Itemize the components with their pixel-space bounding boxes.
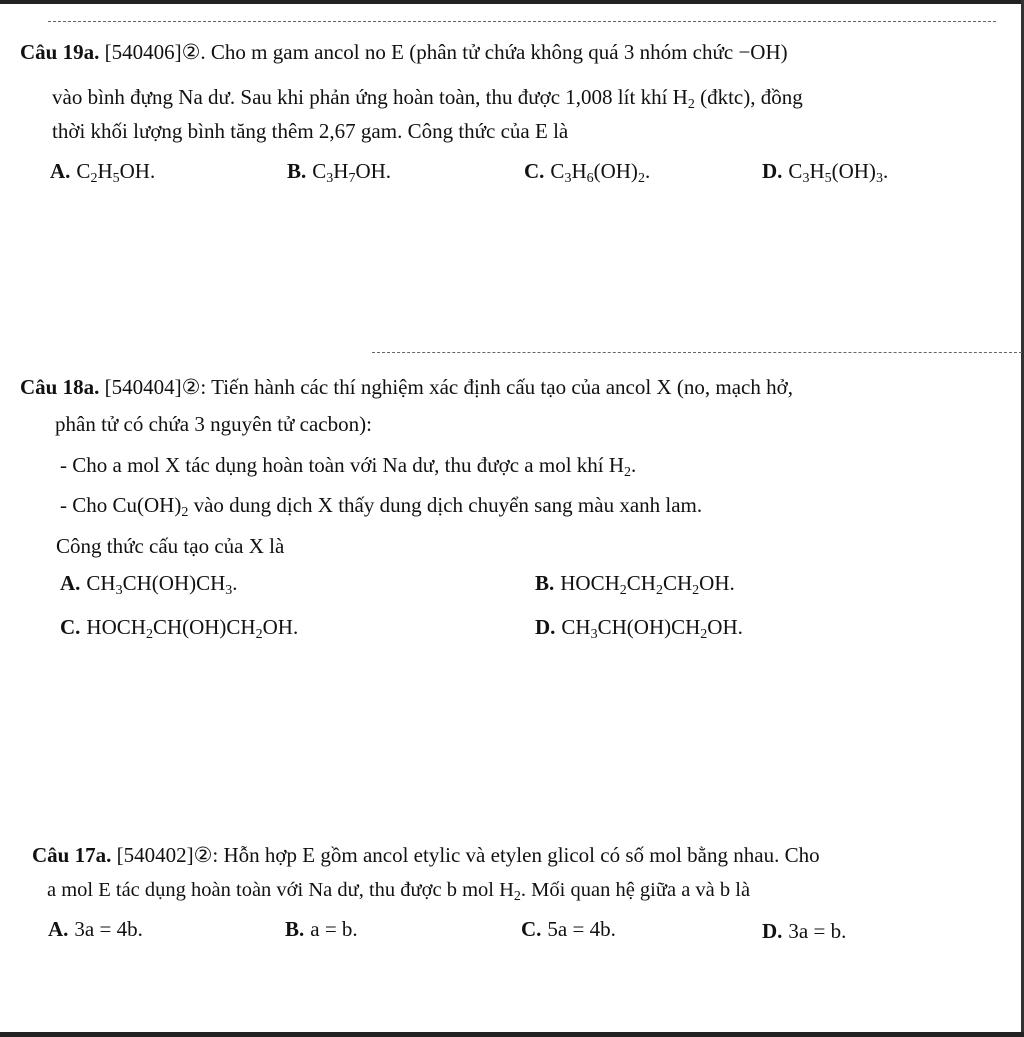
option-text: H bbox=[97, 159, 113, 183]
option-text: HOCH bbox=[560, 571, 620, 595]
option-letter: A. bbox=[48, 917, 69, 941]
option-text: H bbox=[333, 159, 349, 183]
option-text: OH. bbox=[119, 159, 156, 183]
subscript: 7 bbox=[348, 171, 356, 186]
option-text: CH(OH)CH bbox=[597, 615, 701, 639]
question-18a-label: Câu 18a. bbox=[20, 375, 100, 399]
option-text: . bbox=[882, 159, 889, 183]
option-letter: D. bbox=[762, 919, 783, 943]
option-letter: C. bbox=[521, 917, 542, 941]
subscript: 3 bbox=[115, 583, 123, 598]
option-text: CH bbox=[86, 571, 116, 595]
subscript: 6 bbox=[586, 171, 594, 186]
question-18a-text-3b: . bbox=[631, 453, 637, 477]
subscript: 2 bbox=[90, 171, 98, 186]
option-letter: B. bbox=[535, 571, 555, 595]
subscript: 3 bbox=[590, 627, 598, 642]
question-17a-line-1 bbox=[32, 841, 820, 869]
question-18a-text-1: [540404]②: Tiến hành các thí nghiệm xác định cấu tạo của ancol X (no, mạch hở, bbox=[104, 375, 793, 399]
option-19a-c[interactable] bbox=[524, 157, 650, 185]
option-letter: A. bbox=[60, 571, 81, 595]
question-18a-line-3 bbox=[60, 451, 636, 479]
subscript: 2 bbox=[700, 627, 708, 642]
subscript: 2 bbox=[687, 97, 695, 112]
question-19a-line-3 bbox=[52, 117, 568, 145]
question-19a-text-2: vào bình đựng Na dư. Sau khi phản ứng hoàn toàn, thu được 1,008 lít khí H bbox=[52, 85, 688, 109]
option-text: OH. bbox=[355, 159, 392, 183]
question-17a-text-2: a mol E tác dụng hoàn toàn với Na dư, thu được b mol H bbox=[47, 879, 514, 901]
question-19a-line-1 bbox=[20, 38, 788, 66]
option-text: CH(OH)CH bbox=[122, 571, 226, 595]
option-letter: C. bbox=[60, 615, 81, 639]
page-bottom-border bbox=[0, 1032, 1024, 1037]
question-18a-text-5: Công thức cấu tạo của X là bbox=[56, 534, 285, 558]
option-text: CH(OH)CH bbox=[152, 615, 256, 639]
question-18a-line-1 bbox=[20, 373, 793, 401]
option-letter: B. bbox=[287, 159, 307, 183]
option-text: OH. bbox=[707, 615, 743, 639]
option-letter: D. bbox=[535, 615, 556, 639]
option-text: H bbox=[571, 159, 587, 183]
option-text: (OH) bbox=[593, 159, 638, 183]
option-text: 5a = 4b. bbox=[547, 917, 616, 941]
subscript: 2 bbox=[655, 583, 663, 598]
option-letter: D. bbox=[762, 159, 783, 183]
subscript: 2 bbox=[619, 583, 627, 598]
subscript: 2 bbox=[624, 465, 632, 480]
option-19a-d[interactable] bbox=[762, 157, 888, 185]
option-letter: A. bbox=[50, 159, 71, 183]
option-17a-b[interactable] bbox=[285, 915, 358, 943]
page-top-border bbox=[0, 0, 1024, 4]
question-19a-line-2 bbox=[52, 83, 803, 111]
option-text: CH bbox=[662, 571, 693, 595]
question-19a-text-1: [540406]②. Cho m gam ancol no E (phân tử chứa không quá 3 nhóm chức −OH) bbox=[104, 40, 788, 64]
question-18a-text-3: - Cho a mol X tác dụng hoàn toàn với Na dư, thu được a mol khí H bbox=[60, 453, 625, 477]
subscript: 2 bbox=[637, 171, 645, 186]
option-text: OH. bbox=[262, 615, 299, 639]
question-17a-line-2 bbox=[47, 876, 750, 904]
option-text: OH. bbox=[699, 571, 735, 595]
question-19a-text-3: thời khối lượng bình tăng thêm 2,67 gam. Công thức của E là bbox=[52, 119, 569, 143]
option-letter: C. bbox=[524, 159, 545, 183]
subscript: 3 bbox=[875, 171, 883, 186]
subscript: 3 bbox=[326, 171, 334, 186]
option-17a-d[interactable] bbox=[762, 917, 846, 945]
option-text: C bbox=[788, 159, 803, 183]
option-19a-b[interactable] bbox=[287, 157, 391, 185]
subscript: 2 bbox=[513, 889, 521, 904]
question-18a-text-4b: vào dung dịch X thấy dung dịch chuyển sang màu xanh lam. bbox=[188, 493, 703, 517]
subscript: 2 bbox=[145, 627, 153, 642]
option-text: . bbox=[644, 159, 651, 183]
subscript: 3 bbox=[564, 171, 572, 186]
option-18a-d[interactable] bbox=[535, 613, 743, 641]
subscript: 5 bbox=[824, 171, 832, 186]
subscript: 2 bbox=[181, 505, 189, 520]
option-text: HOCH bbox=[86, 615, 146, 639]
option-text: a = b. bbox=[310, 917, 358, 941]
option-18a-b[interactable] bbox=[535, 569, 735, 597]
subscript: 2 bbox=[255, 627, 263, 642]
question-19a-label: Câu 19a. bbox=[20, 40, 100, 64]
option-text: CH bbox=[626, 571, 656, 595]
question-18a-line-4 bbox=[60, 491, 702, 519]
subscript: 3 bbox=[225, 583, 233, 598]
question-18a-text-2: phân tử có chứa 3 nguyên tử cacbon): bbox=[55, 412, 372, 436]
option-19a-a[interactable] bbox=[50, 157, 155, 185]
question-17a-label: Câu 17a. bbox=[32, 843, 112, 867]
subscript: 2 bbox=[692, 583, 700, 598]
option-letter: B. bbox=[285, 917, 305, 941]
subscript: 5 bbox=[112, 171, 120, 186]
separator-middle bbox=[372, 352, 1022, 353]
question-17a-text-2b: . Mối quan hệ giữa a và b là bbox=[520, 879, 751, 901]
option-text: 3a = b. bbox=[788, 919, 847, 943]
question-18a-line-5 bbox=[56, 532, 284, 560]
option-text: C bbox=[550, 159, 565, 183]
separator-top bbox=[48, 21, 996, 22]
option-18a-a[interactable] bbox=[60, 569, 238, 597]
option-18a-c[interactable] bbox=[60, 613, 298, 641]
subscript: 3 bbox=[802, 171, 810, 186]
option-text: H bbox=[809, 159, 825, 183]
option-text: 3a = 4b. bbox=[74, 917, 143, 941]
option-text: C bbox=[312, 159, 327, 183]
option-17a-a[interactable] bbox=[48, 915, 143, 943]
option-text: CH bbox=[561, 615, 591, 639]
option-17a-c[interactable] bbox=[521, 915, 616, 943]
question-18a-line-2 bbox=[55, 410, 372, 438]
option-text: C bbox=[76, 159, 91, 183]
option-text: . bbox=[232, 571, 238, 595]
question-17a-text-1: [540402]②: Hỗn hợp E gồm ancol etylic và etylen glicol có số mol bằng nhau. Cho bbox=[116, 843, 820, 867]
option-text: (OH) bbox=[831, 159, 876, 183]
question-18a-text-4: - Cho Cu(OH) bbox=[60, 493, 182, 517]
question-19a-text-2b: (đktc), đồng bbox=[694, 85, 803, 109]
